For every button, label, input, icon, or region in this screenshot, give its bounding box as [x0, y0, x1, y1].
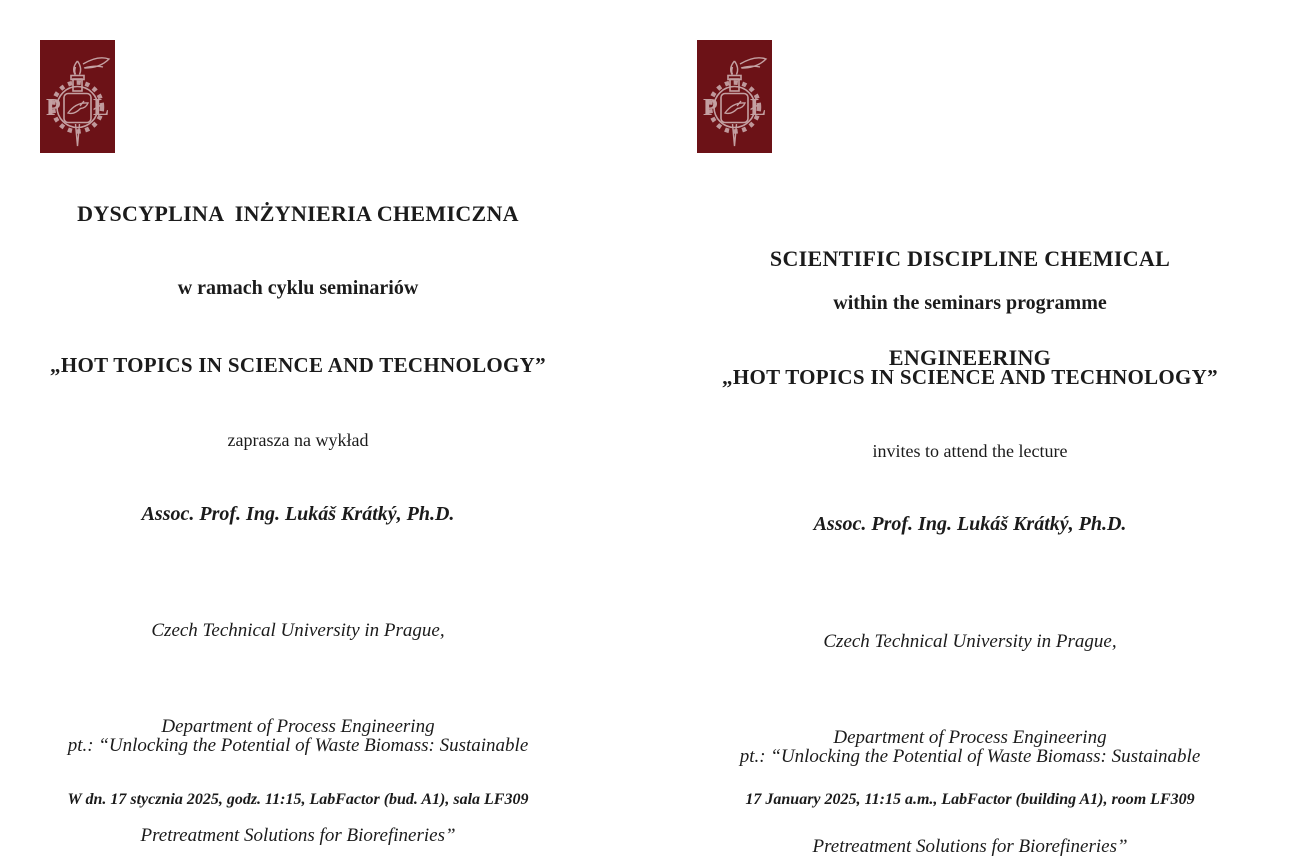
affiliation-line-1: Czech Technical University in Prague, — [151, 620, 445, 641]
page-left-polish — [0, 0, 596, 868]
affiliation-line-2: Department of Process Engineering — [833, 727, 1107, 748]
series-title-pl: „HOT TOPICS IN SCIENCE AND TECHNOLOGY” — [50, 353, 546, 377]
series-title-en: „HOT TOPICS IN SCIENCE AND TECHNOLOGY” — [722, 365, 1218, 389]
event-details-pl: W dn. 17 stycznia 2025, godz. 11:15, LabFactor (bud. A1), sala LF309 — [67, 791, 529, 808]
lecture-title-line-2: Pretreatment Solutions for Biorefineries” — [812, 836, 1128, 857]
lecture-title — [650, 682, 1290, 868]
event-details-en: 17 January 2025, 11:15 a.m., LabFactor (building A1), room LF309 — [745, 791, 1195, 808]
speaker-name: Assoc. Prof. Ing. Lukáš Krátký, Ph.D. — [141, 503, 455, 525]
series-intro-en: within the seminars programme — [833, 292, 1107, 314]
lecture-title-line-1: pt.: “Unlocking the Potential of Waste Biomass: Sustainable — [739, 746, 1201, 767]
svg-text:P: P — [703, 95, 718, 121]
speaker-name: Assoc. Prof. Ing. Lukáš Krátký, Ph.D. — [813, 513, 1127, 535]
svg-text:Ł: Ł — [93, 95, 110, 121]
invite-line-en: invites to attend the lecture — [872, 441, 1068, 461]
discipline-title-line-2: ENGINEERING — [888, 345, 1052, 370]
affiliation-line-1: Czech Technical University in Prague, — [823, 631, 1117, 652]
discipline-title-line-1: SCIENTIFIC DISCIPLINE CHEMICAL — [769, 246, 1171, 271]
lecture-title — [0, 671, 596, 868]
svg-text:P: P — [46, 95, 61, 121]
lecture-title-line-2: Pretreatment Solutions for Biorefineries” — [140, 825, 456, 846]
svg-text:Ł: Ł — [750, 95, 767, 121]
discipline-title-pl: DYSCYPLINA INŻYNIERIA CHEMICZNA — [77, 201, 519, 226]
affiliation-line-2: Department of Process Engineering — [161, 716, 435, 737]
invite-line-pl: zaprasza na wykład — [227, 430, 369, 450]
page-right-english — [650, 0, 1290, 868]
lecture-title-line-1: pt.: “Unlocking the Potential of Waste Biomass: Sustainable — [67, 735, 529, 756]
series-intro-pl: w ramach cyklu seminariów — [177, 277, 419, 299]
